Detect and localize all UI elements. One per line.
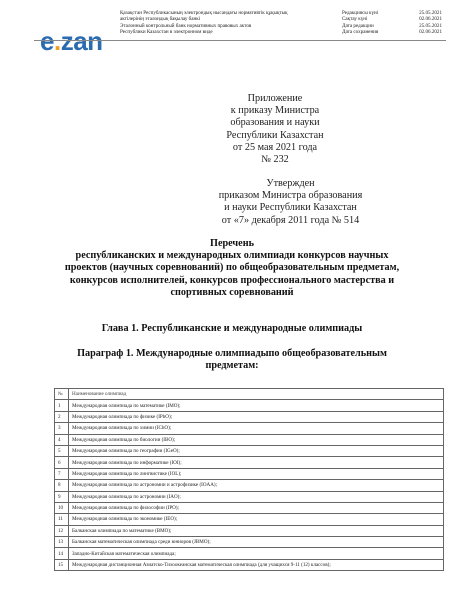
row-number: 3 (55, 423, 69, 434)
ezan-logo: e.zan (40, 26, 103, 56)
table-row (55, 559, 444, 570)
paragraph-line: Параграф 1. Международные олимпиадыпо общеобразовательным (77, 348, 387, 359)
header-organization (120, 10, 335, 36)
date-value: 02.06.2021 (419, 16, 442, 23)
row-number: 8 (55, 480, 69, 491)
row-name: Международная олимпиада по астрономии и астрофизике (IOAA); (69, 480, 444, 491)
table-row (55, 434, 444, 445)
row-name: Международная дистанционная Азиатско-Тихоокеанская математическая олимпиада (для учащихся 9-11 (12) классов); (69, 559, 444, 570)
title-line: Перечень (210, 238, 254, 249)
date-label: Сақтау күні (342, 16, 368, 23)
header-org-line: Республики Казахстан в электронном виде (120, 29, 213, 36)
row-name: Международная олимпиада по экономике (IEO); (69, 514, 444, 525)
document-title (40, 238, 424, 299)
row-number: 14 (55, 548, 69, 559)
row-name: Балканская математическая олимпиада среди юниоров (JBMO); (69, 537, 444, 548)
table-row (55, 411, 444, 422)
row-number: 9 (55, 491, 69, 502)
header-name: Наименование олимпиад (69, 389, 444, 400)
row-number: 13 (55, 537, 69, 548)
row-number: 2 (55, 411, 69, 422)
attachment-block (220, 93, 330, 166)
date-label: Редакциясы күні (342, 10, 379, 16)
approved-line: и науки Республики Казахстан (224, 202, 357, 214)
date-value: 25.05.2021 (419, 22, 442, 29)
approved-line: от «7» декабря 2011 года № 514 (221, 214, 360, 226)
date-value: 25.05.2021 (419, 10, 442, 16)
row-name: Международная олимпиада по астрономии (IAO); (69, 491, 444, 502)
row-number: 6 (55, 457, 69, 468)
row-number: 15 (55, 559, 69, 570)
attachment-line: Приложение (247, 93, 303, 104)
row-name: Международная олимпиада по химии (IChO); (69, 423, 444, 434)
date-label: Дата сохранения (342, 29, 379, 36)
row-number: 7 (55, 468, 69, 479)
table-row (55, 525, 444, 536)
date-row (342, 29, 442, 35)
header-org-line: Қазақстан Республикасының электрондық нысандағы нормативтік құқықтық (120, 10, 288, 16)
approved-line: Утвержден (266, 178, 315, 189)
row-number: 12 (55, 525, 69, 536)
table-row (55, 548, 444, 559)
attachment-line: образования и науки (230, 117, 320, 129)
table-header-row (55, 389, 444, 400)
row-name: Международная олимпиада по географии (IGeO); (69, 445, 444, 456)
paragraph-line: предметам: (205, 360, 259, 372)
row-name: Западно-Китайская математическая олимпиада; (69, 548, 444, 559)
chapter-heading: Глава 1. Республиканские и международные олимпиады (101, 323, 363, 334)
title-line: республиканских и международных олимпиади конкурсов научных (75, 250, 389, 262)
date-label: Дата редакции (342, 22, 374, 29)
row-name: Международная олимпиада по лингвистике (IOL); (69, 468, 444, 479)
row-number: 1 (55, 400, 69, 411)
attachment-line: к приказу Министра (230, 105, 320, 117)
attachment-line: Республики Казахстан (226, 129, 324, 141)
table-row (55, 457, 444, 468)
title-line: проектов (научных соревнований) по общеобразовательным предметам, (64, 262, 400, 274)
title-line: спортивных соревнований (170, 286, 294, 298)
table-row (55, 537, 444, 548)
approved-block (208, 178, 373, 227)
attachment-line: № 232 (261, 154, 289, 166)
paragraph-heading (40, 348, 424, 372)
header-divider (34, 40, 446, 41)
row-name: Международная олимпиада по математике (IMO); (69, 400, 444, 411)
table-row (55, 502, 444, 513)
header-dates (342, 10, 442, 36)
table-row (55, 468, 444, 479)
table-row (55, 480, 444, 491)
table-row (55, 491, 444, 502)
row-number: 5 (55, 445, 69, 456)
row-name: Международная олимпиада по биологии (IBO); (69, 434, 444, 445)
date-value: 02.06.2021 (419, 29, 442, 36)
olympiad-table (54, 388, 444, 571)
table-row (55, 445, 444, 456)
approved-line: приказом Министра образования (218, 190, 363, 202)
header-number: № (55, 389, 69, 400)
row-number: 4 (55, 434, 69, 445)
header-org-line: актілерінің эталондық бақылау банкі (120, 16, 201, 23)
attachment-line: от 25 мая 2021 года (232, 141, 318, 153)
header-org-line: Эталонный контрольный банк нормативных правовых актов (120, 22, 252, 29)
table-row (55, 400, 444, 411)
table-row (55, 514, 444, 525)
row-name: Международная олимпиада по физике (IPhO); (69, 411, 444, 422)
row-name: Балканская олимпиада по математике (BMO); (69, 525, 444, 536)
row-name: Международная олимпиада по философии (IPO); (69, 502, 444, 513)
row-name: Международная олимпиада по информатике (IOI); (69, 457, 444, 468)
table-row (55, 423, 444, 434)
row-number: 11 (55, 514, 69, 525)
title-line: конкурсов исполнителей, конкурсов профессионального мастерства и (69, 274, 395, 286)
row-number: 10 (55, 502, 69, 513)
